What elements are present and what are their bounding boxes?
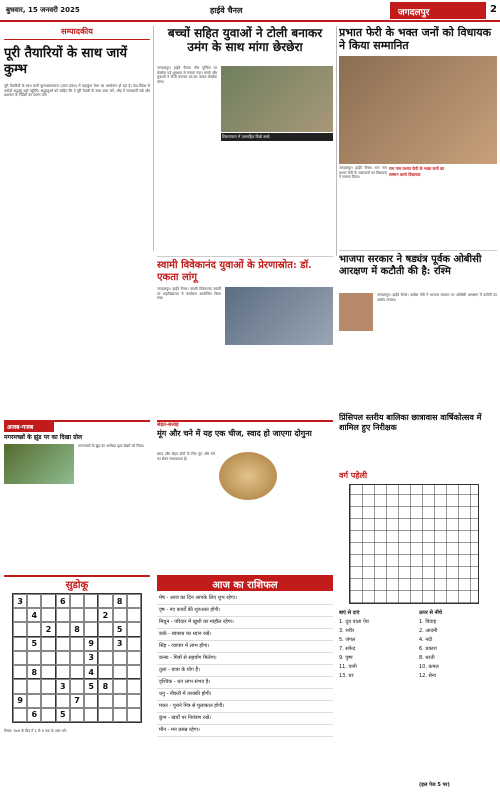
sudoku-cell — [127, 608, 141, 622]
sudoku-cell — [98, 622, 112, 636]
sudoku-cell — [113, 608, 127, 622]
story-school — [339, 412, 497, 452]
sudoku-cell — [41, 637, 55, 651]
story-vivekanand-body: जगदलपुर। हाईवे चैनल। स्वामी विवेकानंद जयंती पर महाविद्यालय में कार्यक्रम आयोजित किया गया। — [157, 287, 221, 301]
crossword-clue: 1. दूध वाला पेय — [339, 619, 369, 625]
sudoku-cell: 8 — [70, 622, 84, 636]
story-vivekanand-photo — [225, 287, 333, 345]
sudoku-cell — [84, 608, 98, 622]
sudoku-cell — [13, 637, 27, 651]
sudoku-cell — [56, 665, 70, 679]
sudoku-cell — [13, 679, 27, 693]
sudoku-cell — [27, 694, 41, 708]
sudoku-cell — [41, 708, 55, 722]
jaan-jahan-headline: मगरमच्छों के झुंड पर का दिखा ग्रोल — [4, 434, 83, 441]
sudoku-cell: 9 — [84, 637, 98, 651]
rashifal — [157, 575, 333, 800]
editorial-body: पूरी तैयारियों के साथ यानी कुम्भप्रयागराज (उत्तर प्रदेश) में महाकुंभ मेला का आयोजन हो रहा है। देश-विदेश से करोड़ों श्रद्धालु यहाँ पहुँचेंगे। श्रद्धालुओं को चाहिए कि वे पूरी तैयारी के साथ यात्रा करें, भीड़ में सावधानी रखें और प्रशासन के निर्देशों का पालन करें। — [4, 84, 150, 98]
sudoku-cell — [127, 637, 141, 651]
crossword-clue: 3. शरीर — [339, 628, 355, 634]
sudoku-cell — [27, 622, 41, 636]
story-youth-body: जगदलपुर। हाईवे चैनल। पौष पूर्णिमा पर छेरछेरा पर्व धूमधाम से मनाया गया। बच्चों और युवाओं ने टोली बनाकर घर-घर जाकर छेरछेरा मांगा। — [157, 66, 217, 84]
story-youth-headline: बच्चों सहित युवाओं ने टोली बनाकर उमंग के साथ मांगा छेरछेरा — [167, 26, 323, 54]
story-mela-body: स्वाद और सेहत दोनों के लिए मूंग और चने का सेवन लाभदायक है। — [157, 452, 215, 461]
masthead — [0, 0, 500, 22]
sudoku-cell — [13, 622, 27, 636]
crossword-clue: 4. नदी — [419, 637, 433, 643]
sudoku-cell — [127, 694, 141, 708]
crossword-down-title: ऊपर से नीचे — [419, 610, 442, 616]
sudoku-cell — [41, 608, 55, 622]
sudoku-cell — [127, 679, 141, 693]
sudoku — [4, 575, 150, 800]
sudoku-cell — [127, 622, 141, 636]
sudoku-cell: 6 — [27, 708, 41, 722]
rashifal-list — [157, 593, 333, 737]
rashifal-item: कर्क - स्वास्थ्य का ध्यान रखें। — [157, 629, 333, 641]
sudoku-cell — [84, 622, 98, 636]
sudoku-cell — [98, 694, 112, 708]
sudoku-cell — [98, 651, 112, 665]
crossword-across-title: बाएं से दाएं — [339, 610, 360, 616]
sudoku-cell — [70, 637, 84, 651]
story-youth-photo — [221, 66, 333, 132]
crossword-clue: 13. घर — [339, 673, 354, 679]
sudoku-cell: 4 — [27, 608, 41, 622]
sudoku-cell — [56, 637, 70, 651]
sudoku-cell — [56, 694, 70, 708]
rashifal-item: सिंह - व्यापार में लाभ होगा। — [157, 641, 333, 653]
sudoku-cell — [56, 651, 70, 665]
sudoku-cell — [41, 651, 55, 665]
story-prabhat-photo — [339, 56, 497, 164]
crossword-clue: 8. धरती — [419, 655, 435, 661]
sudoku-cell — [56, 608, 70, 622]
crossword-clue: 7. सफेद — [339, 646, 356, 652]
sudoku-cell: 3 — [113, 637, 127, 651]
sudoku-cell: 2 — [98, 608, 112, 622]
page-number: 2 — [490, 4, 497, 15]
sudoku-cell — [98, 594, 112, 608]
paper-name: हाईवे चैनल — [210, 6, 243, 15]
story-prabhat-caption: राम नाम प्रभात फेरी के भक्त जनों का सम्मान करते विधायक — [389, 166, 445, 177]
sudoku-cell — [113, 679, 127, 693]
sudoku-cell — [127, 651, 141, 665]
sudoku-cell: 2 — [41, 622, 55, 636]
sudoku-cell — [113, 651, 127, 665]
sudoku-cell — [84, 708, 98, 722]
sudoku-cell — [84, 594, 98, 608]
sudoku-cell: 8 — [27, 665, 41, 679]
rashifal-title: आज का राशिफल — [157, 577, 333, 591]
city-name: जगदलपुर — [398, 8, 430, 18]
sudoku-cell — [56, 622, 70, 636]
sudoku-cell: 5 — [113, 622, 127, 636]
sudoku-cell — [113, 694, 127, 708]
sudoku-cell: 5 — [27, 637, 41, 651]
rashifal-item: कन्या - मित्रों से सहयोग मिलेगा। — [157, 653, 333, 665]
sudoku-cell: 4 — [84, 665, 98, 679]
sudoku-cell — [13, 651, 27, 665]
crossword-title: वर्ग पहेली — [339, 471, 368, 480]
jaan-jahan-body: मगरमच्छों के झुंड का अनोखा दृश्य देखने को मिला। — [78, 444, 145, 448]
story-bjp-headline: भाजपा सरकार ने षड्यंत्र पूर्वक ओबीसी आरक्षण में कटौती की है: रश्मि — [339, 254, 482, 277]
story-youth — [157, 26, 333, 256]
crossword-clue: 12. सेना — [419, 673, 436, 679]
sudoku-title: सुडोकू — [65, 580, 89, 591]
sudoku-cell — [70, 594, 84, 608]
sudoku-cell: 5 — [56, 708, 70, 722]
sudoku-cell: 7 — [70, 694, 84, 708]
sudoku-cell — [13, 708, 27, 722]
sudoku-cell: 3 — [84, 651, 98, 665]
sudoku-cell — [41, 594, 55, 608]
sudoku-cell: 5 — [84, 679, 98, 693]
story-mela-headline: मूंग और चने में यह एक चीज, स्वाद हो जाएगा दोगुना — [157, 428, 312, 438]
sudoku-cell — [127, 594, 141, 608]
crossword-down-list — [419, 618, 495, 681]
rashifal-item: धनु - नौकरी में तरक्की होगी। — [157, 689, 333, 701]
jaan-jahan-photo — [4, 444, 74, 484]
crossword — [339, 470, 497, 800]
sudoku-cell — [27, 679, 41, 693]
sudoku-note: नियम: 9x9 के ग्रिड में 1 से 9 तक के अंक भरें। — [4, 729, 67, 733]
crossword-clue: 9. पुष्प — [339, 655, 353, 661]
story-vivekanand — [157, 256, 333, 416]
story-prabhat — [339, 26, 497, 246]
sudoku-cell — [41, 694, 55, 708]
sudoku-cell: 6 — [56, 594, 70, 608]
sudoku-cell — [70, 679, 84, 693]
rashifal-item: वृश्चिक - धन लाभ संभव है। — [157, 677, 333, 689]
sudoku-cell — [41, 665, 55, 679]
sudoku-cell: 3 — [13, 594, 27, 608]
story-vivekanand-headline: स्वामी विवेकानंद युवाओं के प्रेरणास्रोत: डॉ. एकता लांगू — [157, 260, 312, 283]
sudoku-cell — [41, 679, 55, 693]
crossword-clue: 5. जंगल — [339, 637, 356, 643]
rashifal-item: मेष - आज का दिन आपके लिए शुभ रहेगा। — [157, 593, 333, 605]
story-bjp — [339, 250, 497, 410]
sudoku-cell: 8 — [113, 594, 127, 608]
sudoku-cell: 9 — [13, 694, 27, 708]
rashifal-item: मीन - मन प्रसन्न रहेगा। — [157, 725, 333, 737]
sudoku-cell — [98, 637, 112, 651]
sudoku-cell — [113, 708, 127, 722]
crossword-footer: (हल पेज 5 पर) — [419, 782, 450, 788]
story-school-headline: प्रिंसिपल स्तरीय बालिका छात्रावास वार्षिकोत्सव में शामिल हुए निरीक्षक — [339, 412, 482, 432]
rashifal-item: मकर - पुराने मित्र से मुलाकात होगी। — [157, 701, 333, 713]
crossword-clue: 2. आदमी — [419, 628, 438, 634]
rashifal-item: वृष - नए कार्यों की शुरुआत होगी। — [157, 605, 333, 617]
sudoku-cell — [98, 708, 112, 722]
crossword-clue: 6. प्रकाश — [419, 646, 437, 652]
sudoku-cell — [98, 665, 112, 679]
jaan-jahan-label: अजब-गजब — [4, 422, 54, 432]
sudoku-cell — [70, 608, 84, 622]
sudoku-cell — [70, 665, 84, 679]
sudoku-cell — [13, 665, 27, 679]
crossword-clue: 11. पानी — [339, 664, 357, 670]
crossword-across-list — [339, 618, 415, 681]
sudoku-cell — [70, 708, 84, 722]
story-youth-caption: टिकरापारा में उत्साहित दिखे बच्चे — [221, 133, 333, 141]
sudoku-cell — [13, 608, 27, 622]
sudoku-cell — [70, 651, 84, 665]
crossword-clue: 1. विवाह — [419, 619, 437, 625]
editorial-column — [4, 26, 150, 251]
rashifal-item: मिथुन - परिवार में खुशी का माहौल रहेगा। — [157, 617, 333, 629]
story-mela — [157, 420, 333, 570]
editorial-label: सम्पादकीय — [4, 26, 150, 40]
sudoku-cell — [127, 708, 141, 722]
rashifal-item: कुंभ - खर्चों पर नियंत्रण रखें। — [157, 713, 333, 725]
rashifal-item: तुला - यात्रा के योग हैं। — [157, 665, 333, 677]
sudoku-cell: 3 — [56, 679, 70, 693]
story-prabhat-body: जगदलपुर। हाईवे चैनल। राम नाम प्रभात फेरी के भक्तजनों का विधायक ने सम्मान किया। — [339, 166, 387, 180]
jaan-jahan — [4, 420, 150, 570]
story-mela-label: सेहत-सलाह — [157, 422, 179, 428]
sudoku-cell — [27, 651, 41, 665]
story-bjp-photo — [339, 293, 373, 331]
crossword-clue: 10. कमल — [419, 664, 439, 670]
sudoku-cell — [127, 665, 141, 679]
story-mela-photo — [219, 452, 277, 500]
editorial-headline: पूरी तैयारियों के साथ जायें कुम्भ — [4, 46, 128, 77]
sudoku-cell — [113, 665, 127, 679]
story-prabhat-headline: प्रभात फेरी के भक्त जनों को विधायक ने किया सम्मानित — [339, 26, 492, 52]
story-bjp-body: जगदलपुर। हाईवे चैनल। कांग्रेस नेत्री ने भाजपा सरकार पर ओबीसी आरक्षण में कटौती का आरोप लगाया। — [377, 293, 497, 302]
crossword-grid — [349, 484, 479, 604]
issue-date: बुधवार, 15 जनवरी 2025 — [6, 6, 80, 14]
sudoku-cell — [27, 594, 41, 608]
sudoku-grid — [12, 593, 142, 723]
sudoku-cell — [84, 694, 98, 708]
sudoku-cell: 8 — [98, 679, 112, 693]
